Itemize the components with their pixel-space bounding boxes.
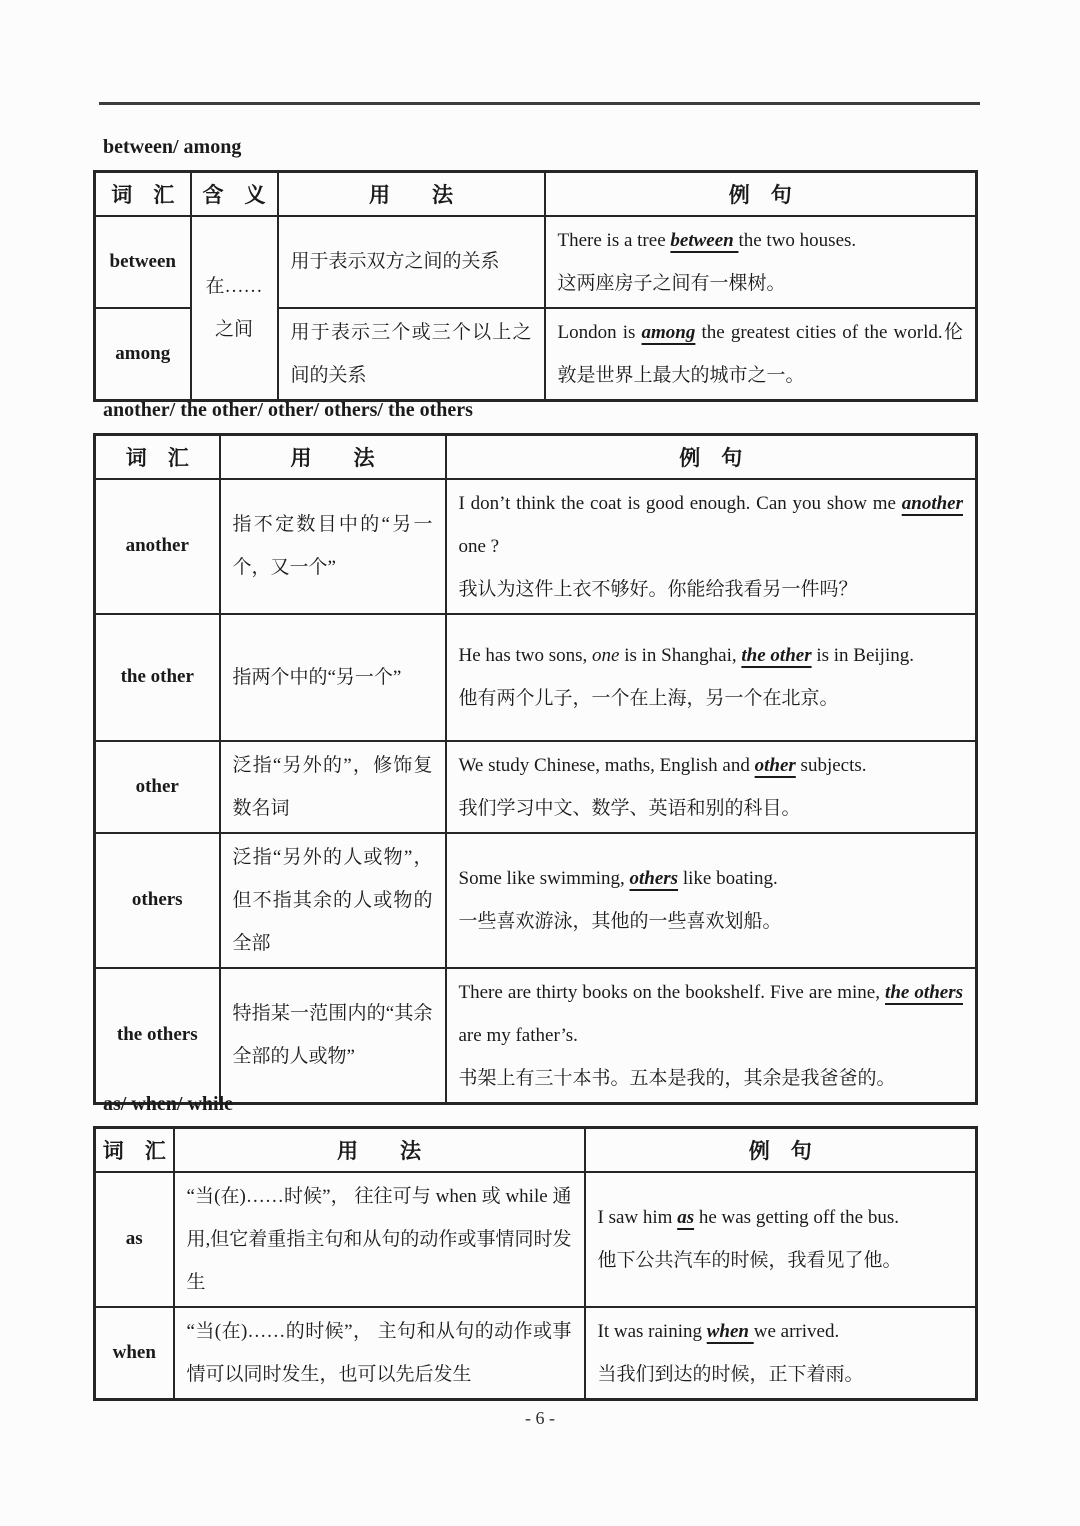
table-row-the-other <box>95 614 977 741</box>
column-header-word: 词 汇 <box>95 435 220 479</box>
usage-cell <box>174 1307 585 1400</box>
table-row-other <box>95 741 977 833</box>
word-cell: as <box>95 1172 174 1307</box>
column-header-example: 例 句 <box>545 172 977 216</box>
section-heading-between-among: between/ among <box>103 136 242 158</box>
example-cell <box>446 479 977 614</box>
usage-cell <box>174 1172 585 1307</box>
example-sentence-en: He has two sons, one is in Shanghai, the other is in Beijing. <box>458 645 914 666</box>
usage-cell <box>220 479 446 614</box>
table-header-row <box>95 435 977 479</box>
example-sentence-zh: 这两座房子之间有一棵树。 <box>557 272 786 294</box>
usage-text: 泛指“另外的”，修饰复数名词 <box>232 754 433 819</box>
example-cell <box>545 216 977 308</box>
section-heading-another: another/ the other/ other/ others/ the others <box>103 399 473 421</box>
example-sentence-zh: 当我们到达的时候，正下着雨。 <box>597 1363 864 1385</box>
example-sentence-en: I don’t think the coat is good enough. Can you show me another one ? <box>458 492 963 557</box>
meaning-cell <box>191 216 278 401</box>
usage-cell <box>220 968 446 1104</box>
usage-text: 指不定数目中的“另一个，又一个” <box>232 514 433 578</box>
column-header-example: 例 句 <box>585 1128 977 1172</box>
usage-text: “当(在)……的时候”， 主句和从句的动作或事情可以同时发生，也可以先后发生 <box>186 1320 572 1385</box>
usage-text: 泛指“另外的人或物”， 但不指其余的人或物的全部 <box>232 846 433 954</box>
usage-text: “当(在)……时候”， 往往可与 when 或 while 通用,但它着重指主句和从句的动作或事情同时发生 <box>186 1185 572 1293</box>
example-sentence-zh: 他有两个儿子，一个在上海，另一个在北京。 <box>458 688 839 709</box>
example-cell <box>585 1172 977 1307</box>
table-row-as <box>95 1172 977 1307</box>
example-cell <box>446 968 977 1104</box>
usage-cell <box>278 216 545 308</box>
usage-cell <box>220 614 446 741</box>
column-header-usage: 用 法 <box>220 435 446 479</box>
usage-text: 用于表示三个或三个以上之间的关系 <box>290 321 532 386</box>
word-cell: others <box>95 833 220 968</box>
header-rule <box>99 102 980 105</box>
usage-text: 指两个中的“另一个” <box>232 666 402 688</box>
usage-cell <box>220 741 446 833</box>
table-row-another <box>95 479 977 614</box>
table-between-among <box>93 170 978 402</box>
page-number: - 6 - <box>525 1408 555 1428</box>
word-cell: other <box>95 741 220 833</box>
example-cell <box>545 308 977 401</box>
meaning-line: 之间 <box>214 318 253 340</box>
section-heading-as-when-while: as/ when/ while <box>103 1093 234 1115</box>
column-header-usage: 用 法 <box>278 172 545 216</box>
example-cell <box>585 1307 977 1400</box>
table-header-row <box>95 172 977 216</box>
word-cell: when <box>95 1307 174 1400</box>
table-row-the-others <box>95 968 977 1104</box>
example-cell <box>446 741 977 833</box>
usage-cell <box>220 833 446 968</box>
example-sentence-en: It was raining when we arrived. <box>597 1320 840 1342</box>
example-sentence-en: We study Chinese, maths, English and other subjects. <box>458 754 867 776</box>
meaning-line: 在…… <box>205 275 263 297</box>
column-header-meaning: 含 义 <box>191 172 278 216</box>
example-sentence-zh: 他下公共汽车的时候，我看见了他。 <box>597 1250 902 1271</box>
example-sentence-en: There are thirty books on the bookshelf. Five are mine, the others are my father’s. <box>458 981 963 1046</box>
table-row-others <box>95 833 977 968</box>
usage-text: 用于表示双方之间的关系 <box>290 251 500 272</box>
column-header-usage: 用 法 <box>174 1128 585 1172</box>
example-sentence-en: I saw him as he was getting off the bus. <box>597 1207 900 1228</box>
usage-cell <box>278 308 545 401</box>
example-cell <box>446 614 977 741</box>
example-sentence-en: There is a tree between the two houses. <box>557 229 857 251</box>
column-header-word: 词 汇 <box>95 172 191 216</box>
table-row-between <box>95 216 977 308</box>
example-sentence-zh: 我认为这件上衣不够好。你能给我看另一件吗？ <box>458 578 858 600</box>
column-header-word: 词 汇 <box>95 1128 174 1172</box>
column-header-example: 例 句 <box>446 435 977 479</box>
usage-text: 特指某一范围内的“其余全部的人或物” <box>232 1003 433 1067</box>
table-row-when <box>95 1307 977 1400</box>
example-sentence-zh: 书架上有三十本书。五本是我的，其余是我爸爸的。 <box>458 1067 896 1089</box>
example-cell <box>446 833 977 968</box>
example-sentence-en: Some like swimming, others like boating. <box>458 868 778 889</box>
example-sentence: London is among the greatest cities of the world.伦敦是世界上最大的城市之一。 <box>557 321 963 386</box>
table-as-when-while <box>93 1126 978 1401</box>
word-cell: between <box>95 216 191 308</box>
word-cell: the others <box>95 968 220 1104</box>
table-another-others <box>93 433 978 1105</box>
word-cell: among <box>95 308 191 401</box>
example-sentence-zh: 一些喜欢游泳，其他的一些喜欢划船。 <box>458 911 782 932</box>
word-cell: the other <box>95 614 220 741</box>
table-header-row <box>95 1128 977 1172</box>
word-cell: another <box>95 479 220 614</box>
example-sentence-zh: 我们学习中文、数学、英语和别的科目。 <box>458 797 801 819</box>
